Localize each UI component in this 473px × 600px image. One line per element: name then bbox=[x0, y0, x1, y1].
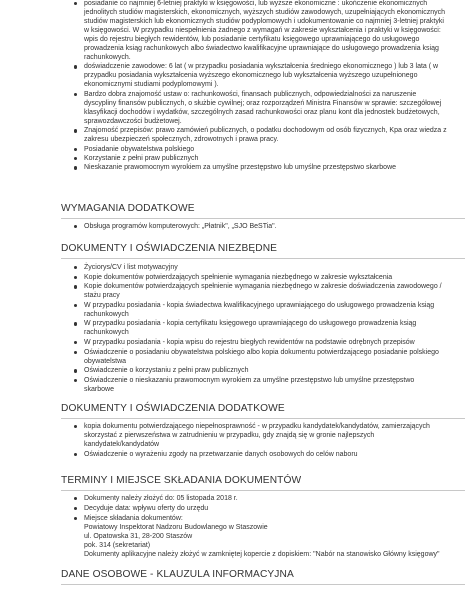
submission-note: Dokumenty aplikacyjne należy złożyć w zamkniętej kopercie z dopiskiem: "Nabór na stanowisko Główny księgowy" bbox=[84, 551, 440, 559]
list-item: Życiorys/CV i list motywacyjny bbox=[84, 263, 444, 272]
additional-documents-list bbox=[84, 422, 444, 459]
list-item: W przypadku posiadania - kopia świadectwa kwalifikacyjnego uprawniającego do usługowego prowadzenia ksiąg rachunkowych bbox=[84, 301, 444, 319]
address-line: ul. Opatowska 31, 28-200 Staszów bbox=[84, 533, 193, 540]
section-divider bbox=[61, 584, 465, 585]
section-divider bbox=[61, 218, 465, 219]
terms-list bbox=[84, 494, 444, 560]
decisive-date: Decyduje data: wpływu oferty do urzędu bbox=[84, 504, 444, 513]
list-item: Korzystanie z pełni praw publicznych bbox=[84, 154, 449, 163]
list-item: Oświadczenie o korzystaniu z pełni praw publicznych bbox=[84, 366, 444, 375]
section-divider bbox=[61, 490, 465, 491]
list-item: Kopie dokumentów potwierdzających spełnienie wymagania niezbędnego w zakresie doświadczenia zawodowego / stażu pracy bbox=[84, 282, 444, 300]
list-item: Kopie dokumentów potwierdzających spełnienie wymagania niezbędnego w zakresie wykształcenia bbox=[84, 273, 444, 282]
section-heading-personal-data: DANE OSOBOWE - KLAUZULA INFORMACYJNA bbox=[61, 569, 294, 580]
list-item: Nieskazanie prawomocnym wyrokiem za umyślne przestępstwo lub umyślne przestępstwo skarbowe bbox=[84, 163, 449, 172]
list-item: Bardzo dobra znajomość ustaw o: rachunkowości, finansach publicznych, odpowiedzialności za naruszenie dyscypliny finansów publicznych, o służbie cywilnej; oraz rozporządzeń Ministra Finansów w sprawie: szczegółowej klasyfikacji dochodów i wydatków, szczególnych zasad rachunkowości oraz planu kont dla jednostek budżetowych, sprawozdawczości budżetowej. bbox=[84, 90, 449, 126]
section-divider bbox=[61, 258, 465, 259]
section-heading-terms: TERMINY I MIEJSCE SKŁADANIA DOKUMENTÓW bbox=[61, 475, 302, 486]
list-item: W przypadku posiadania - kopia wpisu do rejestru biegłych rewidentów na podstawie odrębnych przepisów bbox=[84, 338, 444, 347]
additional-requirements-list bbox=[84, 222, 444, 232]
submission-place bbox=[84, 514, 444, 560]
section-divider bbox=[61, 418, 465, 419]
list-item: doświadczenie zawodowe: 6 lat ( w przypadku posiadania wykształcenia średniego ekonomicznego ) lub 3 lata ( w przypadku posiadania wykształcenia wyższego ekonomicznego lub wykształcenia wyższego uzupełnionego ekonomicznymi studiami podyplomowymi ). bbox=[84, 62, 449, 89]
deadline: Dokumenty należy złożyć do: 05 listopada 2018 r. bbox=[84, 494, 444, 503]
address-line: pok. 314 (sekretariat) bbox=[84, 542, 151, 550]
list-item: kopia dokumentu potwierdzającego niepełnosprawność - w przypadku kandydatek/kandydatów, zamierzających skorzystać z pierwszeństwa w zatrudnieniu w przypadku, gdy znajdą się w gronie najlepszych kandydatek/kandydatów bbox=[84, 422, 444, 449]
required-documents-list bbox=[84, 263, 444, 394]
list-item: Oświadczenie o wyrażeniu zgody na przetwarzanie danych osobowych do celów naboru bbox=[84, 450, 444, 459]
submission-place-label: Miejsce składania dokumentów: bbox=[84, 514, 183, 522]
address-line: Powiatowy Inspektorat Nadzoru Budowlanego w Staszowie bbox=[84, 523, 268, 531]
list-item: posiadanie co najmniej 6-letniej praktyki w księgowości, lub wyższe ekonomiczne : ukończenie ekonomicznych jednolitych studiów magisterskich, ekonomicznych, wyższych studiów zawodowych, uzupełniających ekonomicznych studiów magisterskich lub ekonomicznych studiów podyplomowych i udokumentowanie co najmniej 3-letniej praktyki w księgowości. W przypadku niespełnienia żadnego z wymagań w zakresie wykształcenia i praktyki w księgowości: wpis do rejestru biegłych rewidentów, lub posiadanie certyfikatu księgowego uprawniającego do usługowego prowadzenia ksiąg rachunkowych albo świadectwo kwalifikacyjne uprawniające do usługowego prowadzenia ksiąg rachunkowych. bbox=[84, 0, 449, 62]
section-heading-additional-requirements: WYMAGANIA DODATKOWE bbox=[61, 203, 195, 214]
list-item: Znajomość przepisów: prawo zamówień publicznych, o podatku dochodowym od osób fizycznych, Kpa oraz wiedza z zakresu ubezpieczeń społecznych, zdrowotnych i prawa pracy. bbox=[84, 126, 449, 144]
list-item: Oświadczenie o posiadaniu obywatelstwa polskiego albo kopia dokumentu potwierdzającego posiadanie polskiego obywatelstwa bbox=[84, 348, 444, 366]
list-item: Oświadczenie o nieskazaniu prawomocnym wyrokiem za umyślne przestępstwo lub umyślne przestępstwo skarbowe bbox=[84, 376, 444, 394]
list-item: Obsługa programów komputerowych: „Płatnik", „SJO BeSTia". bbox=[84, 222, 444, 231]
section-heading-required-documents: DOKUMENTY I OŚWIADCZENIA NIEZBĘDNE bbox=[61, 243, 278, 254]
section-heading-additional-documents: DOKUMENTY I OŚWIADCZENIA DODATKOWE bbox=[61, 403, 285, 414]
list-item: W przypadku posiadania - kopia certyfikatu księgowego uprawniającego do usługowego prowadzenia ksiąg rachunkowych bbox=[84, 319, 444, 337]
requirements-list-continued bbox=[84, 0, 449, 173]
list-item: Posiadanie obywatelstwa polskiego bbox=[84, 145, 449, 154]
